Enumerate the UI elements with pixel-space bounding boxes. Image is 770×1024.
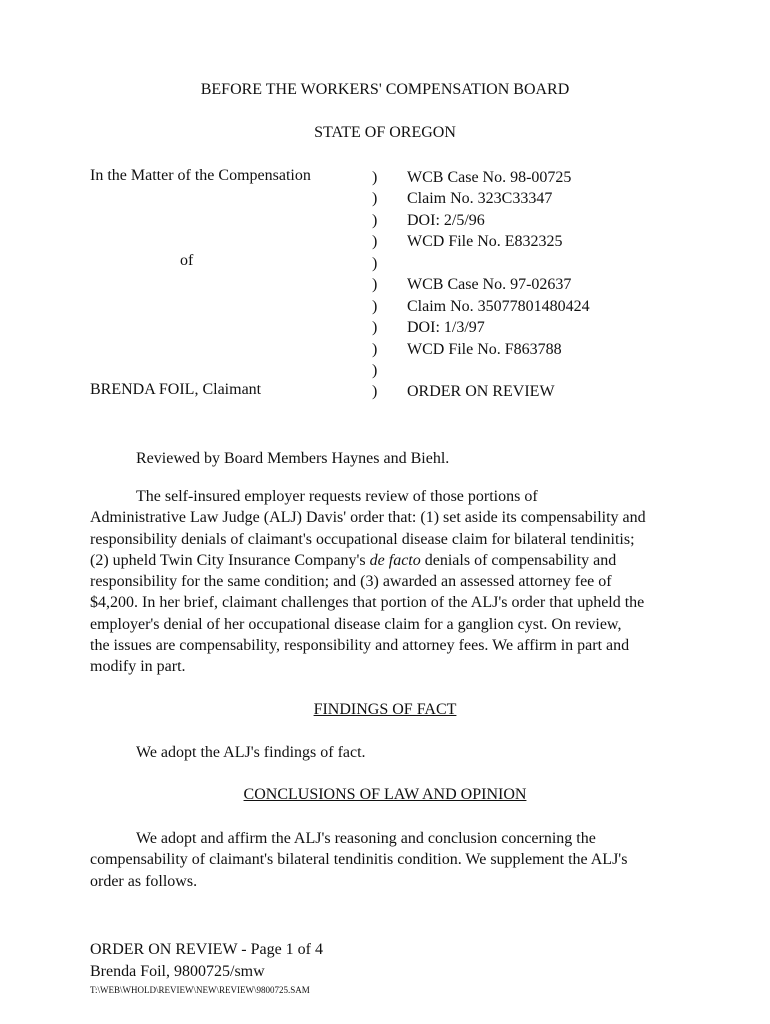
- case2-claim-number: Claim No. 35077801480424: [407, 297, 590, 315]
- case1-wcb-number: WCB Case No. 98-00725: [407, 169, 572, 186]
- paragraph-text: denials of compensability and: [420, 551, 617, 569]
- case-spacer: [407, 360, 590, 381]
- case1-doi: DOI: 2/5/96: [407, 211, 485, 229]
- case2-doi: DOI: 1/3/97: [407, 319, 485, 337]
- paragraph-line: The self-insured employer requests review of those portions of: [136, 488, 538, 505]
- paragraph-text: (2) upheld Twin City Insurance Company's: [90, 551, 370, 569]
- case2-wcd-file: WCD File No. F863788: [407, 340, 562, 358]
- case-spacer: [407, 253, 590, 274]
- footer-file-path: T:\WEB\WHOLD\REVIEW\NEW\REVIEW\9800725.SAM: [90, 985, 310, 995]
- paren: ): [372, 297, 378, 315]
- caption-claimant: BRENDA FOIL, Claimant: [90, 381, 262, 398]
- reviewed-paragraph: [90, 448, 710, 469]
- paragraph-line: order as follows.: [90, 872, 198, 890]
- case-info-column: [407, 167, 590, 403]
- paren: ): [372, 169, 378, 186]
- paragraph-line: We adopt the ALJ's findings of fact.: [136, 744, 366, 761]
- paragraph-line: responsibility denials of claimant's occupational disease claim for bilateral tendinitis;: [90, 530, 635, 548]
- paren: ): [372, 254, 378, 272]
- paren: ): [372, 383, 378, 401]
- board-heading: BEFORE THE WORKERS' COMPENSATION BOARD: [200, 81, 570, 98]
- paren: ): [372, 276, 378, 294]
- caption-paren-column: [372, 167, 377, 403]
- footer-page-label: ORDER ON REVIEW - Page 1 of 4: [90, 941, 324, 958]
- paragraph-line: employer's denial of her occupational disease claim for a ganglion cyst. On review,: [90, 615, 622, 633]
- paren: ): [372, 319, 378, 337]
- paragraph-line: compensability of claimant's bilateral tendinitis condition. We supplement the ALJ's: [90, 851, 628, 869]
- findings-paragraph: [90, 742, 710, 763]
- conclusions-paragraph: [90, 828, 710, 892]
- paragraph-line: [90, 550, 710, 571]
- case1-claim-number: Claim No. 323C33347: [407, 190, 553, 208]
- case1-wcd-file: WCD File No. E832325: [407, 233, 563, 251]
- caption-matter: In the Matter of the Compensation: [90, 167, 311, 184]
- paren: ): [372, 361, 378, 379]
- paragraph-line: modify in part.: [90, 658, 186, 676]
- paragraph-line: responsibility for the same condition; and (3) awarded an assessed attorney fee of: [90, 573, 612, 591]
- state-heading: STATE OF OREGON: [314, 124, 456, 141]
- paragraph-line: the issues are compensability, responsibility and attorney fees. We affirm in part and: [90, 637, 630, 655]
- findings-heading: FINDINGS OF FACT: [313, 701, 457, 718]
- paren: ): [372, 211, 378, 229]
- paragraph-line: $4,200. In her brief, claimant challenges that portion of the ALJ's order that upheld the: [90, 594, 645, 612]
- conclusions-heading: CONCLUSIONS OF LAW AND OPINION: [243, 786, 527, 803]
- footer-reference: Brenda Foil, 9800725/smw: [90, 963, 265, 980]
- paren: ): [372, 190, 378, 208]
- paren: ): [372, 233, 378, 251]
- paragraph-line: Administrative Law Judge (ALJ) Davis' order that: (1) set aside its compensability and: [90, 509, 646, 527]
- paragraph-line: Reviewed by Board Members Haynes and Biehl.: [136, 450, 450, 467]
- case2-wcb-number: WCB Case No. 97-02637: [407, 276, 572, 294]
- paragraph-line: We adopt and affirm the ALJ's reasoning and conclusion concerning the: [136, 830, 596, 847]
- order-title: ORDER ON REVIEW: [407, 383, 555, 401]
- paren: ): [372, 340, 378, 358]
- caption-of: of: [180, 252, 194, 269]
- italic-text: de facto: [369, 551, 421, 569]
- review-request-paragraph: [90, 486, 710, 678]
